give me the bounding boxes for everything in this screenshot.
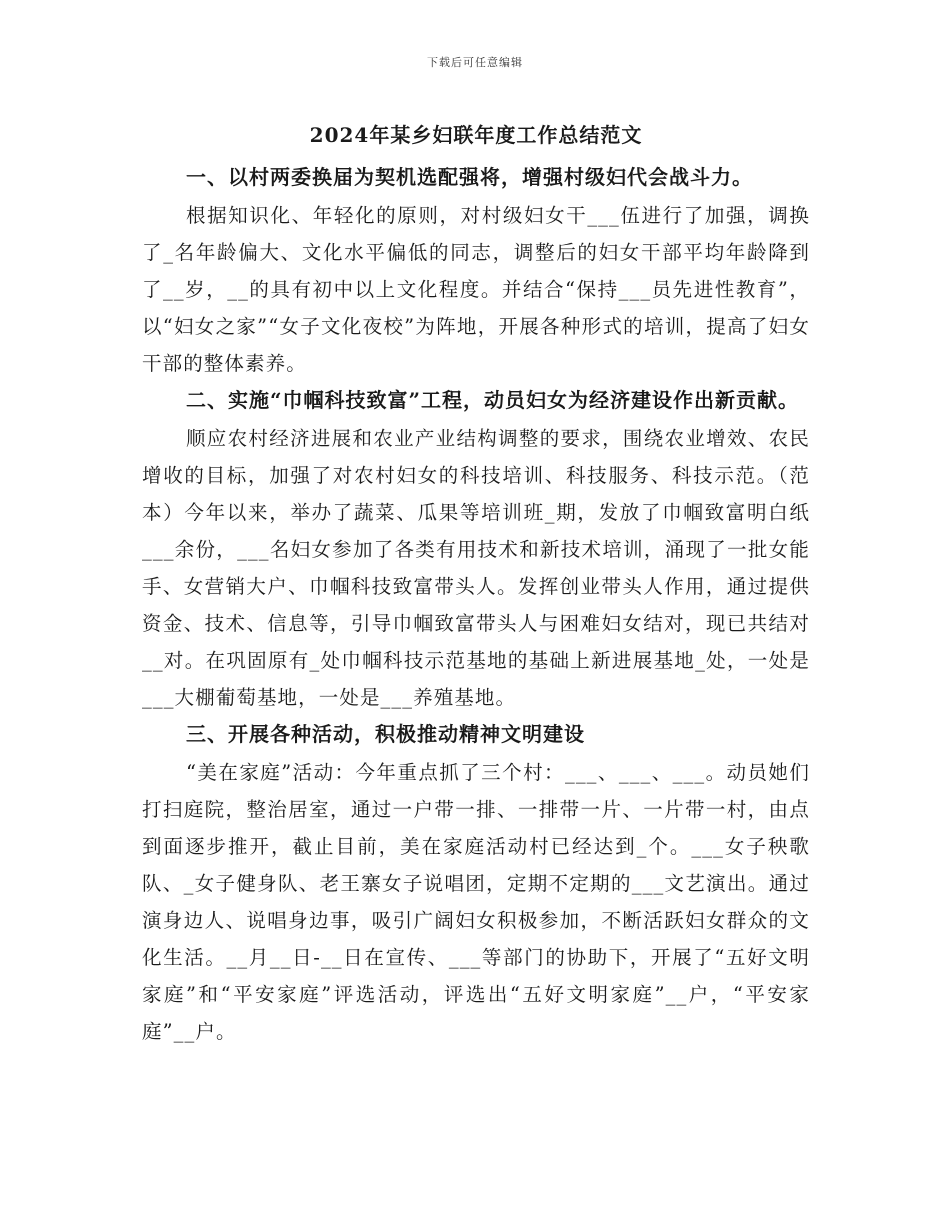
document-title: 2024年某乡妇联年度工作总结范文 bbox=[309, 123, 643, 147]
section-heading-1: 一、以村两委换届为契机选配强将，增强村级妇代会战斗力。 bbox=[186, 165, 753, 189]
section-heading-3: 三、开展各种活动，积极推动精神文明建设 bbox=[186, 722, 585, 746]
section-heading-2: 二、实施“巾帼科技致富”工程，动员妇女为经济建设作出新贡献。 bbox=[186, 388, 800, 412]
section-paragraph-1: 根据知识化、年轻化的原则，对村级妇女干___伍进行了加强，调换了_名年龄偏大、文化水平偏低的同志，调整后的妇女干部平均年龄降到了__岁，__的具有初中以上文化程度。并结合“保持___员先进性教育”，以“妇女之家”“女子文化夜校”为阵地，开展各种形式的培训，提高了妇女干部的整体素养。 bbox=[142, 204, 810, 375]
page-header-note: 下载后可任意编辑 bbox=[427, 56, 523, 69]
section-paragraph-3: “美在家庭”活动：今年重点抓了三个村：___、___、___。动员她们打扫庭院，整治居室，通过一户带一排、一排带一片、一片带一村，由点到面逐步推开，截止目前，美在家庭活动村已经达到_个。___女子秧歌队、_女子健身队、老王寨女子说唱团，定期不定期的___文艺演出。通过演身边人、说唱身边事，吸引广阔妇女积极参加，不断活跃妇女群众的文化生活。__月__日-__日在宣传、___等部门的协助下，开展了“五好文明家庭”和“平安家庭”评选活动，评选出“五好文明家庭”__户，“平安家庭”__户。 bbox=[142, 761, 810, 1043]
section-paragraph-2: 顺应农村经济进展和农业产业结构调整的要求，围绕农业增效、农民增收的目标，加强了对农村妇女的科技培训、科技服务、科技示范。（范本）今年以来，举办了蔬菜、瓜果等培训班_期，发放了巾帼致富明白纸___余份，___名妇女参加了各类有用技术和新技术培训，涌现了一批女能手、女营销大户、巾帼科技致富带头人。发挥创业带头人作用，通过提供资金、技术、信息等，引导巾帼致富带头人与困难妇女结对，现已共结对__对。在巩固原有_处巾帼科技示范基地的基础上新进展基地_处，一处是___大棚葡萄基地，一处是___养殖基地。 bbox=[142, 427, 810, 709]
document-body bbox=[142, 118, 810, 1050]
